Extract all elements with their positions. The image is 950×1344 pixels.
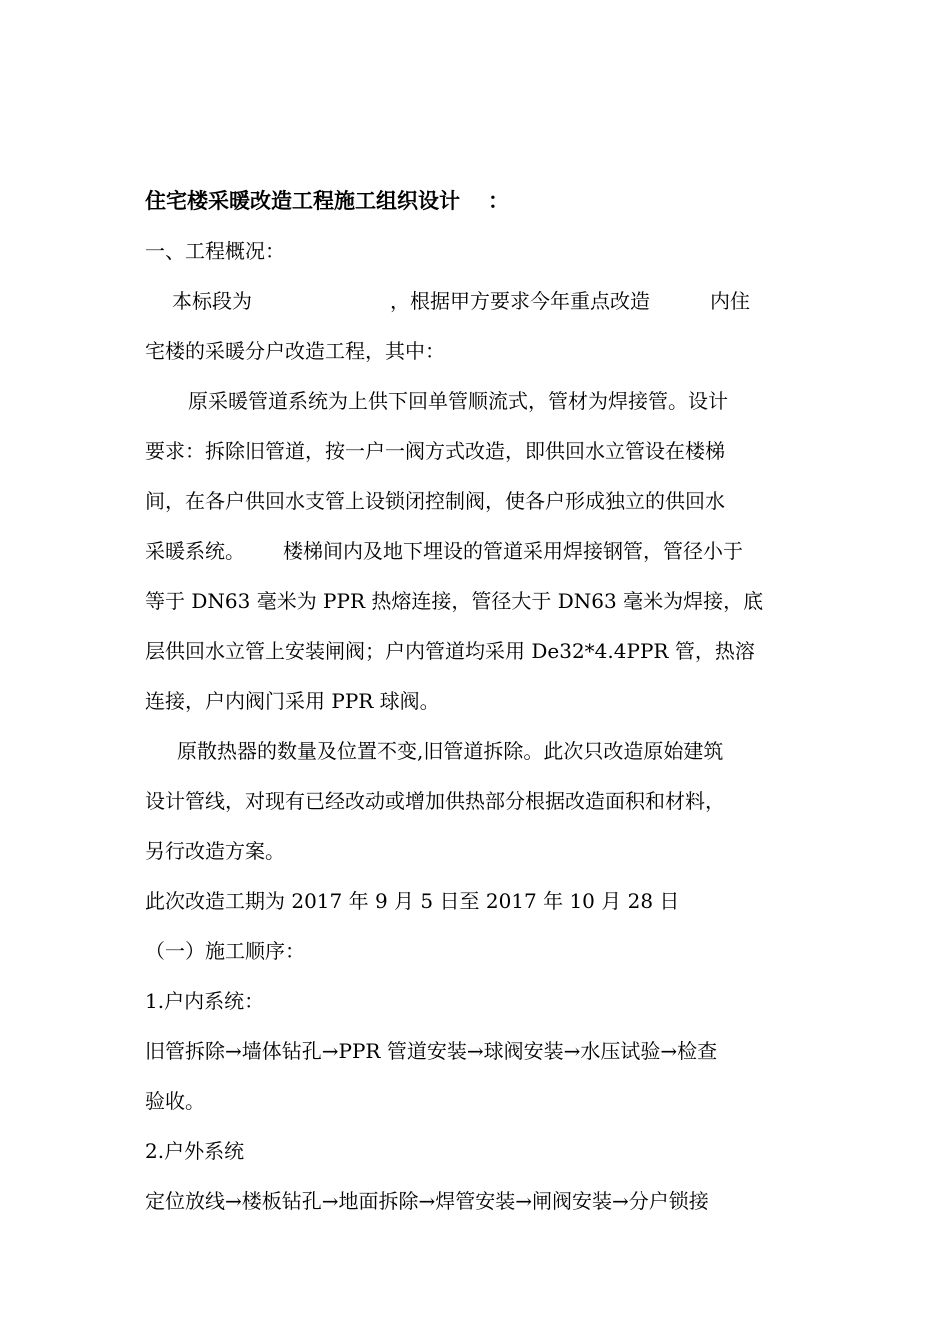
paragraph-text: 楼梯间内及地下埋设的管道采用焊接钢管，管径小于 (283, 539, 743, 563)
list-item-text: 旧管拆除→墙体钻孔→PPR 管道安装→球阀安装→水压试验→检查 (145, 1039, 718, 1063)
paragraph-line: 间，在各户供回水支管上设锁闭控制阀，使各户形成独立的供回水 (145, 489, 725, 513)
paragraph-line: 原散热器的数量及位置不变,旧管道拆除。此次只改造原始建筑 (177, 739, 724, 763)
paragraph-text: 采暖系统。 (145, 539, 245, 563)
paragraph-text: ，根据甲方要求今年重点改造 (390, 289, 650, 313)
paragraph-line: 原采暖管道系统为上供下回单管顺流式，管材为焊接管。设计 (188, 389, 728, 413)
paragraph-line: 宅楼的采暖分户改造工程，其中： (145, 339, 445, 363)
paragraph-line: 连接，户内阀门采用 PPR 球阀。 (145, 689, 440, 713)
list-item-heading: 2.户外系统 (145, 1139, 245, 1163)
section-heading-overview: 一、工程概况： (145, 239, 285, 263)
paragraph-text: 本标段为 (172, 289, 252, 313)
list-item-text: 定位放线→楼板钻孔→地面拆除→焊管安装→闸阀安装→分户锁接 (145, 1189, 709, 1213)
schedule-line: 此次改造工期为 2017 年 9 月 5 日至 2017 年 10 月 28 日 (145, 889, 680, 913)
paragraph-line (172, 288, 750, 314)
title-text: 住宅楼采暖改造工程施工组织设计 (145, 188, 460, 213)
title-colon: ： (488, 188, 509, 213)
list-item-text: 验收。 (145, 1089, 205, 1113)
paragraph-line: 要求：拆除旧管道，按一户一阀方式改造，即供回水立管设在楼梯 (145, 439, 725, 463)
paragraph-line: 层供回水立管上安装闸阀；户内管道均采用 De32*4.4PPR 管，热溶 (145, 639, 755, 663)
paragraph-line: 另行改造方案。 (145, 839, 285, 863)
subsection-heading: （一）施工顺序： (145, 939, 305, 963)
paragraph-line: 设计管线，对现有已经改动或增加供热部分根据改造面积和材料， (145, 789, 725, 813)
paragraph-line: 等于 DN63 毫米为 PPR 热熔连接，管径大于 DN63 毫米为焊接，底 (145, 589, 764, 613)
list-item-heading: 1.户内系统： (145, 989, 265, 1013)
paragraph-line (145, 538, 743, 564)
paragraph-text: 内住 (710, 289, 750, 313)
document-title (145, 188, 509, 214)
